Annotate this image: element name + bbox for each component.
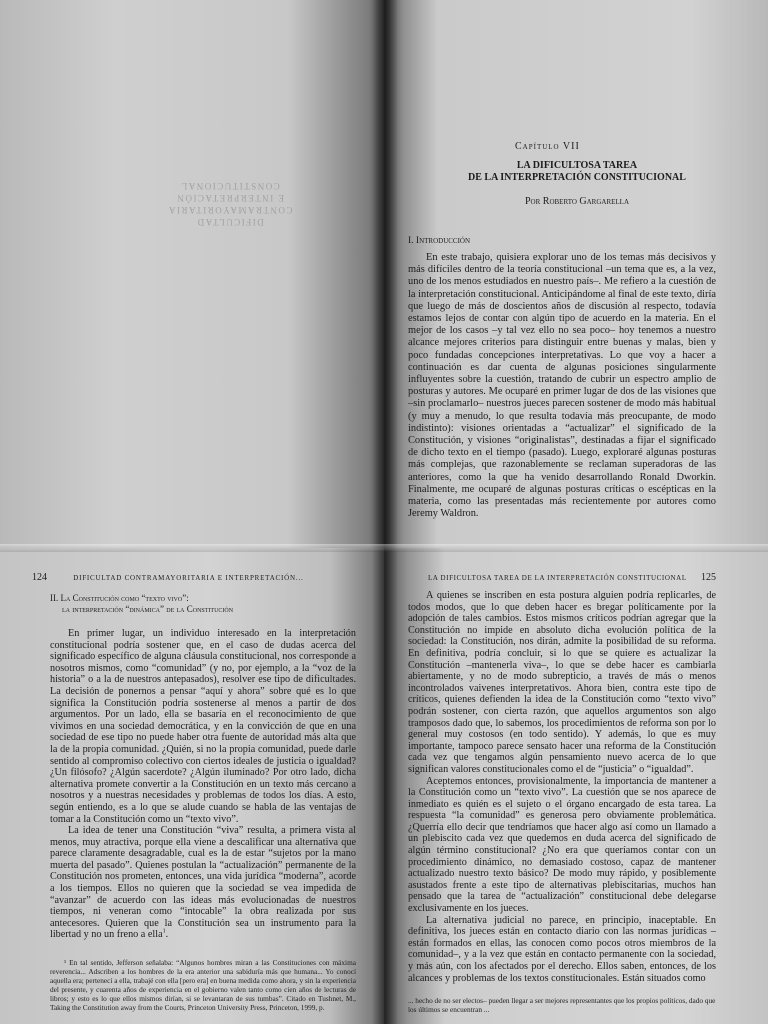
page-right-bottom [384, 548, 768, 1024]
chapter-title [412, 160, 742, 184]
paragraph: La alternativa judicial no parece, en principio, inaceptable. En definitiva, los jueces están en contacto diario con las normas jurídicas –están formados en ellas, las conocen como pocos otros miembros de la comunidad–, y a la vez que están en contacto permanente con la sociedad, y más aún, con los afectados por el derecho. Ellos saben, entonces, de los alcances y problemas de los textos constitucionales. Están situados como [408, 914, 716, 984]
footnote: ... hecho de no ser electos– pueden llegar a ser mejores representantes que los propios políticos, dado que los últimos se encuentran ... [408, 996, 716, 1014]
section-heading [50, 593, 370, 615]
chapter-title-line: DE LA INTERPRETACIÓN CONSTITUCIONAL [468, 172, 686, 183]
page-number: 124 [32, 572, 47, 583]
paragraph: A quienes se inscriben en esta postura alguien podría replicarles, de todos modos, que lo que deben hacer es bregar políticamente por la adopción de tales cambios. Estos mismos críticos podrían agregar que la Constitución no impide en absoluto dicha evolución política de la sociedad: la Constitución, nos dirán, admite la posibilidad de su reforma. En definitiva, podría concluir, si lo que se quiere es actualizar la Constitución –mantenerla viva–, lo que se debe hacer es cambiarla abiertamente, y no de modo subrepticio, a través de más o menos incontrolados vaivenes interpretativos. Ahora bien, contra este tipo de críticos, quienes defienden la idea de la Constitución como “texto vivo” podrán sostener, con cierta razón, que aquellos argumentos son algo tramposos dado que, lo sabemos, los procedimientos de reforma son por lo general muy costosos (en todo sentido). Y además, lo que es muy importante, tampoco parece sensato hacer una reforma de la Constitución cada vez que tengamos algún pensamiento nuevo acerca de lo que significan valores constitucionales como el de “justicia” o “igualdad”. [408, 590, 716, 775]
chapter-label: Capítulo VII [515, 141, 580, 152]
chapter-author: Por Roberto Gargarella [524, 196, 630, 207]
page-left-bottom [0, 548, 384, 1024]
book-gutter-shadow [372, 0, 398, 1024]
running-header [32, 572, 372, 583]
section-heading: I. Introducción [408, 236, 471, 246]
section-heading-line: II. La Constitución como “texto vivo”: [50, 593, 189, 603]
bleed-through-text [160, 180, 300, 228]
bleed-through-line: E INTERPRETACIÓN CONSTITUCIONAL [175, 181, 285, 203]
running-header [428, 572, 716, 583]
footnote: ¹ En tal sentido, Jefferson señalaba: “Algunos hombres miran a las Constituciones con máxima reverencia... Adscriben a los hombres de la era anterior una sabiduría más que humana... Yo conocí aquella era; pertenecí a ella, trabajé con ella [pero era] en buena medida como ahora, y sin la experiencia del presente, y cuarenta años de experiencia en el gobierno valen tanto como cien años de lecturas de libros; y esto es lo que ellos mismos dirían, si se levantaran de sus tumbas”. Citado en Tushnet, M., Taking the Constitution away from the Courts, Princeton University Press, Princeton, 1999, p. [50, 958, 356, 1013]
page-fold-line [0, 544, 768, 552]
page-left-top [0, 0, 384, 548]
intro-paragraph: En este trabajo, quisiera explorar uno de los temas más decisivos y más difíciles dentro de la teoría constitucional –un tema que es, a la vez, uno de los menos estudiados en nuestro país–. Me refiero a la cuestión de la interpretación constitucional. Anticipándome al final de este texto, diría que luego de más de doscientos años de discusión al respecto, todavía estamos lejos de contar con algún tipo de acuerdo en la materia. En el mejor de los casos –y tal vez ello no sea poco– hoy tenemos a nuestro alcance mejores criterios para distinguir entre buenas y malas, bien y poco fundadas concepciones interpretativas. Lo que voy a hacer a continuación es dar cuenta de algunas posiciones singularmente influyentes sobre la cuestión, tratando de cubrir un espectro amplio de posturas y autores. Me ocuparé en primer lugar de dos de las visiones que –sin proclamarlo– nuestros jueces parecen sostener de modo más habitual (y muy a menudo, lo que resulta todavía más preocupante, de modo indistinto): visiones orientadas a “actualizar” el significado de la Constitución, y visiones “originalistas”, destinadas a fijar el significado de dicho texto en el tiempo (pasado). Luego, exploraré algunas posturas más complejas, que razonablemente se reclaman superadoras de las anteriores, como la que ha venido desarrollando Ronald Dworkin. Finalmente, me ocuparé de algunas posturas críticas o escépticas en la materia, como las presentadas más recientemente por autores como Jeremy Waldron. [408, 252, 716, 520]
running-head-text: LA DIFICULTOSA TAREA DE LA INTERPRETACIÓN CONSTITUCIONAL [428, 574, 687, 582]
body-text [408, 590, 716, 984]
body-text [50, 628, 356, 941]
page-number: 125 [701, 572, 716, 583]
paragraph-text: La idea de tener una Constitución “viva” resulta, a primera vista al menos, muy atractiva, porque ella viene a descalificar una alternativa que parece claramente desagradable, cual es la de estar “sujetos por la mano muerta del pasado”. Quienes postulan la “actualización” permanente de la Constitución nos prometen, entonces, una vida jurídica “moderna”, acorde a los tiempos. Ellos no quieren que la sociedad se vea impedida de “avanzar” de acuerdo con las ideas más evolucionadas de nuestros tiempos, ni veneran como “intocable” la obra realizada por sus antecesores. Quieren que la Constitución sea un instrumento para la libertad y no un freno a ella [50, 825, 356, 941]
footnote-ref: 1 [162, 929, 166, 936]
bleed-through-line: DIFICULTAD [196, 217, 264, 227]
paragraph: En primer lugar, un individuo interesado en la interpretación constitucional podría sostener que, en el caso de dudas acerca del significado específico de alguna cláusula constitucional, nos corresponde a nosotros mismos, como “comunidad” (y no, por ejemplo, a la “voz de la historia” o a la de nuestros antepasados), resolver ese tipo de dificultades. La decisión de ponernos a pensar “aquí y ahora” sobre qué es lo que significa la Constitución podría sostenerse al menos a partir de dos argumentos. Por un lado, ella se basaría en el reconocimiento de que vivimos en una sociedad democrática, y en la convicción de que en una sociedad de ese tipo no puede haber otra fuente de autoridad más alta que la de la propia comunidad. ¿Quién, si no la propia comunidad, puede darle sentido al compromiso colectivo con ciertos ideales de justicia o igualdad? ¿Un filósofo? ¿Algún sacerdote? ¿Algún iluminado? Por otro lado, dicha alternativa promete convertir a la Constitución en un texto más cercano a nosotros y a nuestras necesidades y problemas de todos los días. A esto, según entiendo, es a lo que se alude cuando se habla de las ventajas de tomar a la Constitución como un “texto vivo”. [50, 628, 356, 825]
bleed-through-line: CONTRAMAYORITARIA [167, 205, 293, 215]
section-heading-line: la interpretación “dinámica” de la Constitución [62, 604, 234, 614]
paragraph: La idea de tener una Constitución “viva” resulta, a primera vista al menos, muy atractiva, porque ella viene a descalificar una alternativa que parece claramente desagradable, cual es la de estar “sujetos por la mano muerta del pasado”. Quienes postulan la “actualización” permanente de la Constitución nos prometen, entonces, una vida jurídica “moderna”, acorde a los tiempos. Ellos no quieren que la sociedad se vea impedida de “avanzar” de acuerdo con las ideas más evolucionadas de nuestros tiempos, ni veneran como “intocable” la obra realizada por sus antecesores. Quieren que la Constitución sea un instrumento para la libertad y no un freno a ella$^1$. [50, 825, 356, 941]
page-right-top [384, 0, 768, 548]
running-head-text: DIFICULTAD CONTRAMAYORITARIA E INTERPRETACIÓN... [73, 574, 304, 582]
chapter-title-line: LA DIFICULTOSA TAREA [516, 160, 638, 171]
paragraph: Aceptemos entonces, provisionalmente, la importancia de mantener a la Constitución como un “texto vivo”. La cuestión que se nos aparece de inmediato es quién es el sujeto o el órgano encargado de esta tarea. La respuesta “la comunidad” es generosa pero obviamente problemática. ¿Querría ello decir que tendríamos que hacer algo así como un llamado a un plebiscito cada vez que quedemos en duda acerca del significado de algún término constitucional? ¿No era que queríamos contar con un procedimiento dinámico, no demasiado costoso, capaz de mantener actualizado nuestro texto básico? De modo muy rápido, y posiblemente asustados frente a este tipo de alternativas plebiscitarias, muchos han pensado que la tarea de “actualización” constitucional debe delegarse exclusivamente en los jueces. [408, 775, 716, 915]
